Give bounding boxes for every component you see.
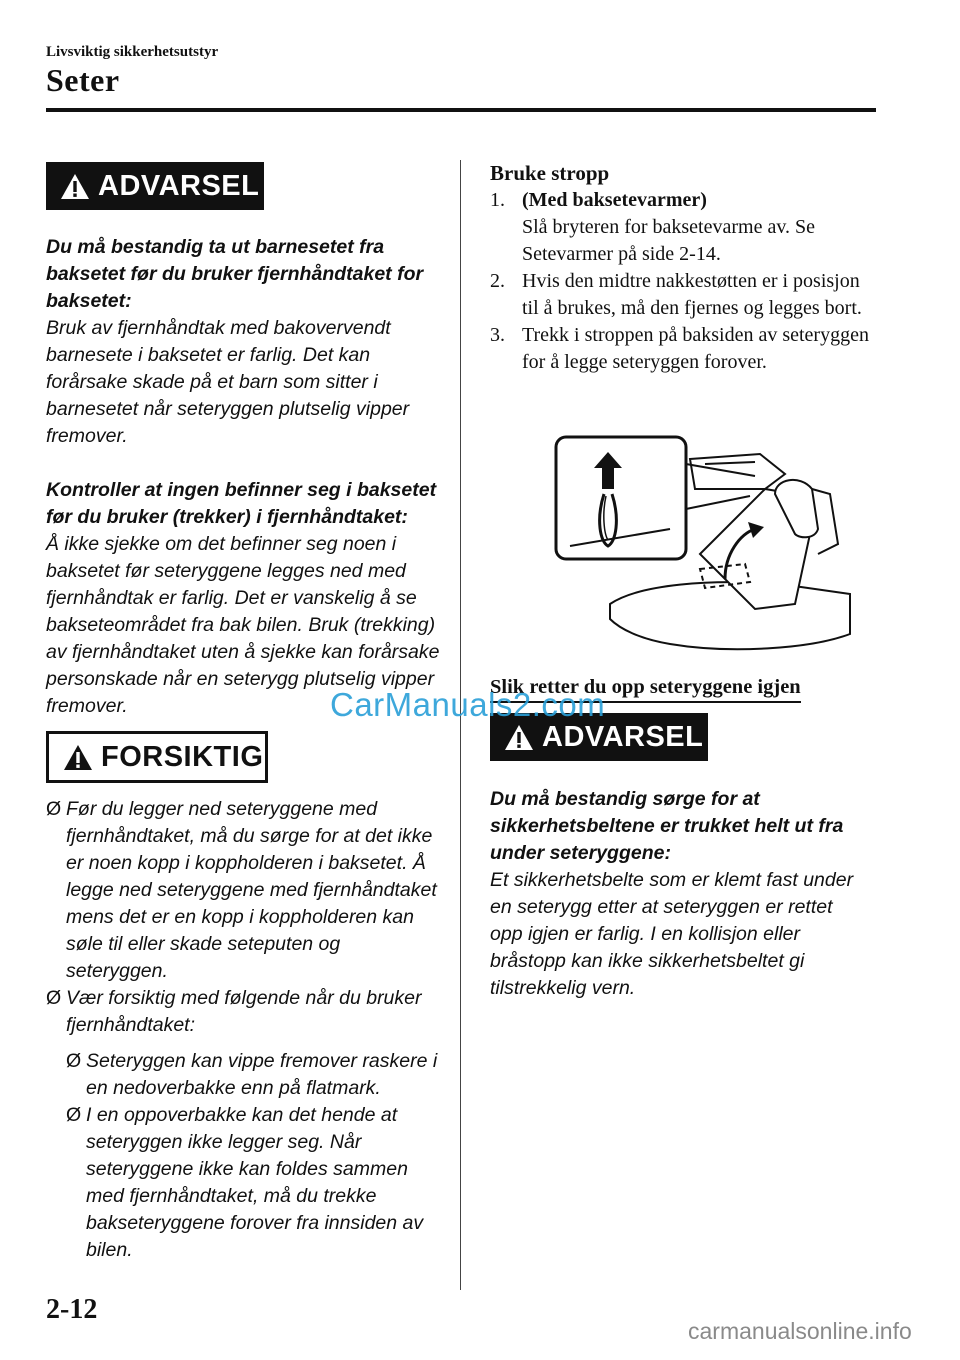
warning-badge-label: ADVARSEL — [98, 169, 260, 202]
watermark: CarManuals2.com — [330, 686, 606, 723]
bullet-marker: Ø — [66, 1104, 82, 1126]
warning-heading: Du må bestandig sørge for at sikkerhetsbeltene er trukket helt ut fra under seteryggene: — [490, 788, 844, 864]
seat-strap-illustration — [550, 434, 860, 656]
caution-subitem-text: Seteryggen kan vippe fremover raskere i en nedoverbakke enn på flatmark. — [86, 1050, 438, 1099]
caution-item-text: Før du legger ned seteryggene med fjernhåndtaket, må du sørge for at det ikke er noen kopp i koppholderen i baksetet. Å legge ned seteryggene med fjernhåndtaket mens det er en kopp i koppholderen kan søle til eller skade seteputen og seteryggen. — [66, 798, 437, 982]
step-item — [490, 322, 880, 376]
strap-instructions — [490, 160, 880, 376]
caution-item — [46, 796, 441, 985]
footer-url: carmanualsonline.info — [688, 1318, 912, 1344]
bullet-marker: Ø — [46, 798, 62, 820]
warning-triangle-icon — [60, 173, 90, 200]
caution-subitem — [66, 1102, 441, 1264]
warning2-heading: Kontroller at ingen befinner seg i baksetet før du bruker (trekker) i fjernhåndtaket: — [46, 479, 437, 528]
page-title: Seter — [46, 62, 120, 98]
warning1-heading: Du må bestandig ta ut barnesetet fra baksetet før du bruker fjernhåndtaket for baksetet: — [46, 236, 424, 312]
caution-subitem-text: I en oppoverbakke kan det hende at seteryggen ikke legger seg. Når seteryggene ikke kan foldes sammen med fjernhåndtaket, må du trekke bakseteryggene forover fra innsiden av bilen. — [86, 1104, 424, 1261]
title-rule — [46, 108, 876, 112]
warning-text: Et sikkerhetsbelte som er klemt fast under en seterygg etter at seteryggen er rettet opp igjen er farlig. I en kollisjon eller bråstopp kan ikke sikkerhetsbeltet gi tilstrekkelig vern. — [490, 869, 854, 999]
column-divider — [460, 160, 461, 1290]
caution-item-text: Vær forsiktig med følgende når du bruker fjernhåndtaket: — [66, 987, 422, 1036]
strap-heading: Bruke stropp — [490, 161, 610, 185]
page-number: 2-12 — [46, 1294, 98, 1325]
step-number: 1. — [490, 189, 505, 211]
step-bold: (Med baksetevarmer) — [522, 189, 707, 211]
caution-badge — [46, 731, 268, 783]
step-text: Hvis den midtre nakkestøtten er i posisjon til å brukes, må den fjernes og legges bort. — [522, 270, 862, 319]
step-number: 3. — [490, 324, 505, 346]
warning-badge — [46, 162, 264, 210]
caution-list — [46, 796, 441, 1264]
step-text: Slå bryteren for baksetevarme av. Se Setevarmer på side 2-14. — [522, 216, 816, 265]
step-text: Trekk i stroppen på baksiden av seteryggen for å legge seteryggen forover. — [522, 324, 869, 373]
subheading: Slik retter du opp seteryggene igjen — [490, 676, 801, 703]
caution-triangle-icon — [63, 744, 93, 771]
section-label: Livsviktig sikkerhetsutstyr — [46, 44, 219, 60]
caution-subitem — [66, 1048, 441, 1102]
caution-item — [46, 985, 441, 1039]
step-item — [490, 268, 880, 322]
warning-block — [46, 234, 441, 720]
caution-badge-label: FORSIKTIG — [101, 740, 264, 773]
warning-triangle-icon — [504, 724, 534, 751]
warning-badge-label: ADVARSEL — [542, 720, 704, 753]
step-item — [490, 187, 880, 268]
warning2-text: Å ikke sjekke om det befinner seg noen i baksetet før seteryggene legges ned med fjernhåndtak er farlig. Det er vanskelig å se bakseteområdet fra bak bilen. Bruk (trekking) av fjernhåndtaket uten å sjekke kan forårsake personskade når en seterygg plutselig vipper fremover. — [46, 533, 440, 717]
warning1-text: Bruk av fjernhåndtak med bakovervendt barnesete i baksetet er farlig. Det kan forårsake skade på et barn som sitter i barnesetet når seteryggen plutselig vipper fremover. — [46, 317, 410, 447]
bullet-marker: Ø — [66, 1050, 82, 1072]
step-number: 2. — [490, 270, 505, 292]
bullet-marker: Ø — [46, 987, 62, 1009]
warning-block-right — [490, 786, 870, 1002]
